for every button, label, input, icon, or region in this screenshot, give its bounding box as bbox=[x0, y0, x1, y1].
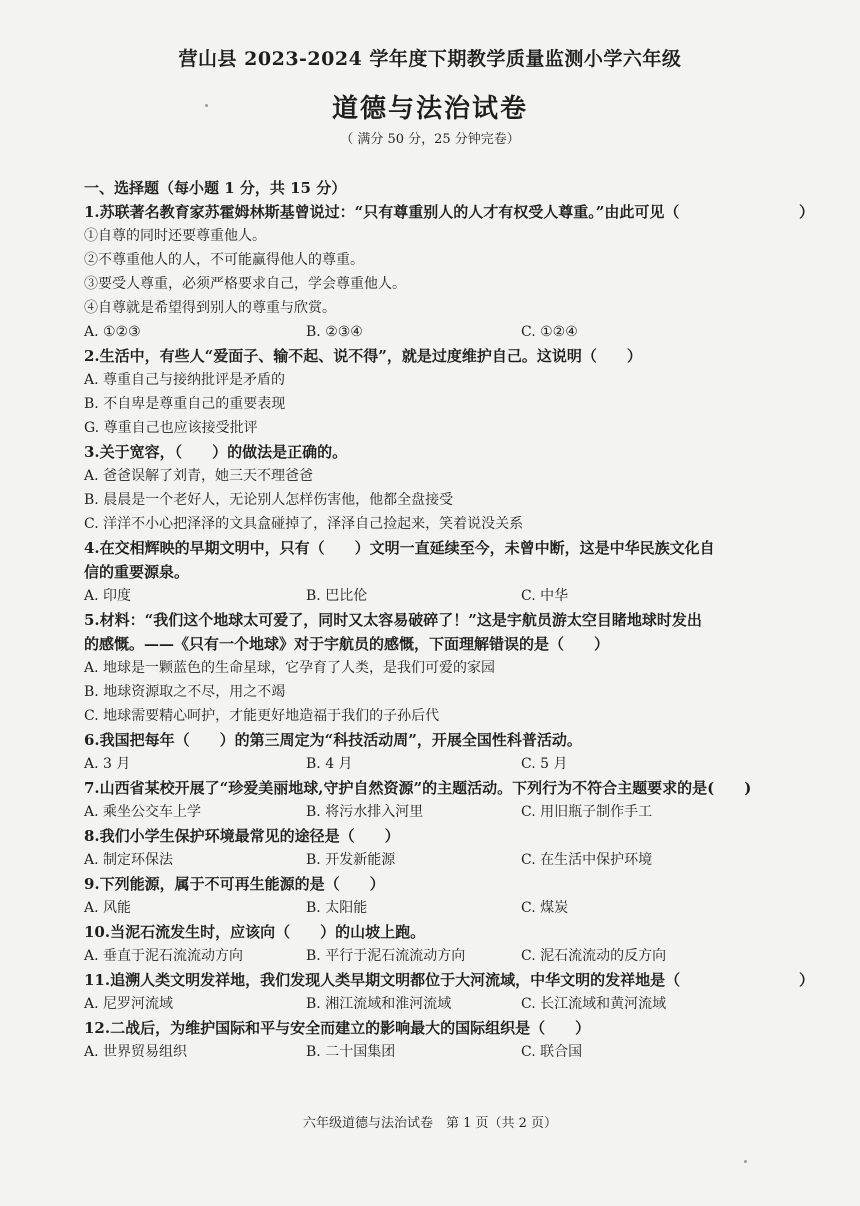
option-c: C. 泥石流流动的反方向 bbox=[521, 948, 667, 964]
question-list bbox=[84, 176, 814, 1064]
question-5-option-a: A. 地球是一颗蓝色的生命星球，它孕育了人类，是我们可爱的家园 bbox=[84, 660, 496, 676]
question-11-stem bbox=[84, 968, 814, 992]
option-a: A. 风能 bbox=[84, 900, 132, 916]
option-a: A. 垂直于泥石流流动方向 bbox=[84, 948, 244, 964]
option-b: B. 平行于泥石流流动方向 bbox=[306, 948, 466, 964]
exam-title-line1: 营山县 2023-2024 学年度下期教学质量监测小学六年级 bbox=[178, 48, 682, 70]
question-9-stem: 9.下列能源，属于不可再生能源的是（ ） bbox=[84, 875, 385, 893]
question-5-stem-line1: 5.材料：“我们这个地球太可爱了，同时又太容易破碎了！”这是宇航员游太空目睹地球时发出 bbox=[84, 611, 702, 629]
question-11-paren: ） bbox=[798, 971, 814, 989]
question-8-options bbox=[84, 848, 814, 872]
section-title: 一、选择题（每小题 1 分，共 15 分） bbox=[84, 179, 347, 197]
option-c: C. 用旧瓶子制作手工 bbox=[521, 804, 653, 820]
exam-title-line2: 道德与法治试卷 bbox=[331, 94, 528, 124]
question-1-statement-2: ②不尊重他人的人，不可能赢得他人的尊重。 bbox=[84, 252, 364, 268]
question-2-stem: 2.生活中，有些人“爱面子、输不起、说不得”，就是过度维护自己。这说明（ ） bbox=[84, 347, 642, 365]
option-c: C. 中华 bbox=[521, 588, 569, 604]
question-3-stem: 3.关于宽容，（ ）的做法是正确的。 bbox=[84, 443, 348, 461]
option-b: B. 将污水排入河里 bbox=[306, 804, 424, 820]
question-4-stem-line2: 信的重要源泉。 bbox=[84, 563, 190, 581]
question-3-option-c: C. 洋洋不小心把泽泽的文具盒碰掉了，泽泽自己捡起来，笑着说没关系 bbox=[84, 516, 524, 532]
question-1-text: 1.苏联著名教育家苏霍姆林斯基曾说过：“只有尊重别人的人才有权受人尊重。”由此可见（ bbox=[84, 203, 680, 221]
question-2-option-b: B. 不自卑是尊重自己的重要表现 bbox=[84, 396, 286, 412]
option-a: A. 制定环保法 bbox=[84, 852, 174, 868]
question-1-stem bbox=[84, 200, 814, 224]
question-12-stem: 12.二战后，为维护国际和平与安全而建立的影响最大的国际组织是（ ） bbox=[84, 1019, 591, 1037]
question-2-option-c: G. 尊重自己也应该接受批评 bbox=[84, 420, 258, 436]
question-1-paren: ） bbox=[798, 203, 814, 221]
question-10-stem: 10.当泥石流发生时，应该向（ ）的山坡上跑。 bbox=[84, 923, 426, 941]
question-3-option-b: B. 晨晨是一个老好人，无论别人怎样伤害他，他都全盘接受 bbox=[84, 492, 454, 508]
question-3-option-a: A. 爸爸误解了刘青，她三天不理爸爸 bbox=[84, 468, 314, 484]
option-a: A. 尼罗河流域 bbox=[84, 996, 174, 1012]
option-a: A. ①②③ bbox=[84, 324, 141, 340]
question-12-options bbox=[84, 1040, 814, 1064]
option-b: B. 巴比伦 bbox=[306, 588, 368, 604]
question-2-option-a: A. 尊重自己与接纳批评是矛盾的 bbox=[84, 372, 286, 388]
option-c: C. 5 月 bbox=[521, 756, 568, 772]
option-a: A. 3 月 bbox=[84, 756, 131, 772]
question-4-stem-line1: 4.在交相辉映的早期文明中，只有（ ）文明一直延续至今，未曾中断，这是中华民族文化自 bbox=[84, 539, 715, 557]
question-5-stem-line2: 的感慨。——《只有一个地球》对于宇航员的感慨，下面理解错误的是（ ） bbox=[84, 635, 610, 653]
option-b: B. 二十国集团 bbox=[306, 1044, 396, 1060]
question-1-statement-1: ①自尊的同时还要尊重他人。 bbox=[84, 228, 266, 244]
option-c: C. 在生活中保护环境 bbox=[521, 852, 653, 868]
question-5-option-b: B. 地球资源取之不尽，用之不竭 bbox=[84, 684, 286, 700]
question-1-statement-4: ④自尊就是希望得到别人的尊重与欣赏。 bbox=[84, 300, 336, 316]
question-4-options bbox=[84, 584, 814, 608]
scan-speck bbox=[744, 1160, 747, 1163]
option-b: B. 太阳能 bbox=[306, 900, 368, 916]
option-a: A. 印度 bbox=[84, 588, 132, 604]
option-c: C. 煤炭 bbox=[521, 900, 569, 916]
question-6-stem: 6.我国把每年（ ）的第三周定为“科技活动周”，开展全国性科普活动。 bbox=[84, 731, 582, 749]
scan-speck bbox=[205, 104, 208, 107]
question-10-options bbox=[84, 944, 814, 968]
question-9-options bbox=[84, 896, 814, 920]
question-5-option-c: C. 地球需要精心呵护，才能更好地造福于我们的子孙后代 bbox=[84, 708, 440, 724]
question-1-options bbox=[84, 320, 814, 344]
option-a: A. 乘坐公交车上学 bbox=[84, 804, 202, 820]
question-8-stem: 8.我们小学生保护环境最常见的途径是（ ） bbox=[84, 827, 400, 845]
question-7-stem: 7.山西省某校开展了“珍爱美丽地球,守护自然资源”的主题活动。下列行为不符合主题要求的是( ) bbox=[84, 779, 752, 797]
question-7-options bbox=[84, 800, 814, 824]
question-11-text: 11.追溯人类文明发祥地，我们发现人类早期文明都位于大河流域，中华文明的发祥地是（ bbox=[84, 971, 681, 989]
option-b: B. 开发新能源 bbox=[306, 852, 396, 868]
page-footer: 六年级道德与法治试卷 第 1 页（共 2 页） bbox=[302, 1116, 558, 1131]
option-a: A. 世界贸易组织 bbox=[84, 1044, 188, 1060]
option-c: C. 联合国 bbox=[521, 1044, 583, 1060]
question-6-options bbox=[84, 752, 814, 776]
option-c: C. ①②④ bbox=[521, 324, 578, 340]
option-b: B. ②③④ bbox=[306, 324, 363, 340]
option-b: B. 湘江流域和淮河流域 bbox=[306, 996, 452, 1012]
option-b: B. 4 月 bbox=[306, 756, 353, 772]
exam-subtitle: （ 满分 50 分，25 分钟完卷） bbox=[340, 132, 520, 147]
question-1-statement-3: ③要受人尊重，必须严格要求自己，学会尊重他人。 bbox=[84, 276, 406, 292]
option-c: C. 长江流域和黄河流域 bbox=[521, 996, 667, 1012]
question-11-options bbox=[84, 992, 814, 1016]
